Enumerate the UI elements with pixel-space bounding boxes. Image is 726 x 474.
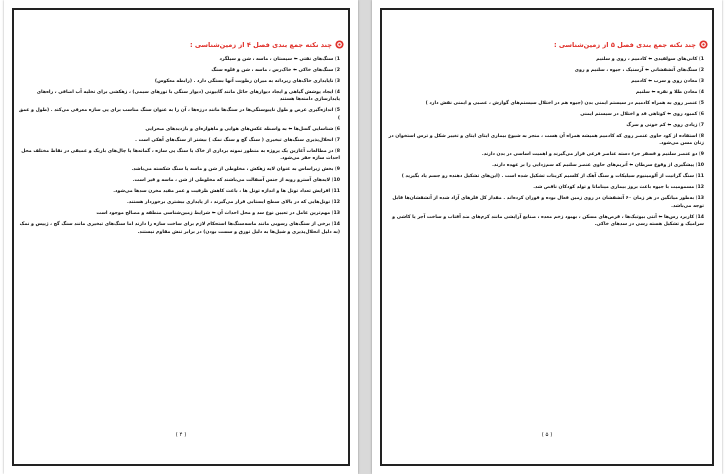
list-item: 9) بخش زیراساس به عنوان لایه زهکش ، مخلوطی از شن و ماسه یا سنگ شکسته می‌باشد. xyxy=(131,167,340,173)
list-item: 4) ایجاد پوشش گیاهی و ایجاد دیوارهای حائل مانند گابیونی (دیوار سنگی با تورهای سیمی) ، زهکشی برای تخلیه آب اضافی ، راه‌های پایدارسازی دامنه‌ها هستند xyxy=(36,90,340,103)
page-number: ( ۵ ) xyxy=(541,432,553,438)
list-item: 7) زیادی روی ⬅ کم خونی و سرگ xyxy=(626,123,704,128)
item-list xyxy=(386,56,708,229)
list-item: 11) سنگ گرانیت از آلومینیوم سیلیکات و سنگ آهک از کلسیم کربنات تشکیل شده است . (این‌های تشکیل دهنده رو جسم یاد بگیرید ) xyxy=(401,174,704,180)
list-item: 6) کمبود روی ⬅ کوتاهی قد و اختلال در سیستم ایمنی xyxy=(580,112,704,117)
list-item: 9) دو عنصر سلنیم و فسفر جزء دسته عناصر فرعی قرار می‌گیرند و اهمیت اساسی در بدن دارند. xyxy=(481,152,704,158)
list-item: 8) استفاده از کود حاوی عنصر روی که کادمیم همیشه همراه آن هست ، منجر به شیوع بیماری ایتای ایتای و تغییر شکل و ترس استخوان در زنان مسن می‌شود. xyxy=(388,134,704,147)
heading-text: چند نکته جمع بندی فصل ۴ از زمین‌شناسی : xyxy=(189,40,332,49)
section-heading xyxy=(18,40,344,49)
list-item: 13) به‌طور میانگین در هر زمان ۶۰ آتشفشان در روی زمین فعال بوده و فوران کرده‌اند . مقدار کل فلزهای آزاد شده از آتشفشان‌ها قابل توجه می‌باشد. xyxy=(392,196,704,209)
list-item: 10) لایه‌های آسترو رویه از جنس آسفالت می‌باشند که مخلوطی از شن ، ماسه و قیر است. xyxy=(132,178,340,184)
list-item: 3) معادن روی و سرب ⬅ کادمیم xyxy=(631,79,704,84)
page-gap xyxy=(358,0,372,474)
list-item: 1) سنگ‌های نفتی ⬅ سیستان ، ماسه ، شن و سیلگرد xyxy=(219,57,340,62)
list-item: 13) مهم‌ترین عامل در تعیین نوع سد و محل احداث آن ⬅ شرایط زمین‌شناسی منطقه و مصالح موجود است xyxy=(96,211,340,217)
list-item: 14) کاربرد رس‌ها ⬅ آنتی بیوتیک‌ها ، قرص‌های مسکن ، بهبود زخم معده ، صنایع آرایشی مانند کرم‌های ضد آفتاب و ساخت آجر یا کاشی و سرامیک و تشکیل هسته رسی در سدهای خاکی. xyxy=(392,214,704,228)
gear-flower-icon xyxy=(335,40,344,49)
list-item: 4) معادن طلا و نقره ⬅ سلنیم xyxy=(635,90,704,95)
list-item: 8) در مطالعات آغازین یک پروژه به منظور نمونه برداری از خاک یا سنگ پی سازه ، گمانه‌ها یا چال‌های باریک و عمیقی در نقاط مختلف محل احداث سازه حفر می‌شود. xyxy=(21,148,340,162)
page-number: ( ۴ ) xyxy=(175,432,187,438)
list-item: 12) مسمومیت با جیوه باعث بروز بیماری میناماتا و تولد کودکان ناقص شد. xyxy=(533,185,704,191)
list-item: 1) کانی‌های سولفیدی ⬅ کادمیم ، روی و سلنیم xyxy=(596,57,704,62)
list-item: 3) ناپایداری خاک‌های ریزدانه به میزان رطوبت آنها بستگی دارد . (رابطه معکوس) xyxy=(154,79,340,84)
page-5 xyxy=(372,0,722,474)
page-content xyxy=(386,40,708,232)
list-item: 12) تونل‌هایی که در بالای سطح ایستابی قرار می‌گیرند ، از پایداری بیشتری برخوردار هستند. xyxy=(126,200,340,206)
page-4 xyxy=(4,0,358,474)
list-item: 7) انحلال‌پذیری سنگ‌های تبخیری ( سنگ گچ و سنگ نمک ) بیشتر از سنگ‌های آهکی است . xyxy=(135,137,340,143)
gear-flower-icon xyxy=(699,40,708,49)
list-item: 2) سنگ‌های خاکی ⬅ خاک‌رس ، ماسه ، شن و قلوه سنگ xyxy=(211,68,340,73)
heading-text: چند نکته جمع بندی فصل ۵ از زمین‌شناسی : xyxy=(553,40,696,49)
section-heading xyxy=(386,40,708,49)
item-list xyxy=(18,56,344,236)
list-item: 14) برخی از سنگ‌های رسوبی مانند ماسه‌سنگ‌ها استحکام لازم برای ساخت سازه را دارند اما سنگ‌های تبخیری مانند سنگ گچ ، ژیپس و نمک (به دلیل انحلال‌پذیری و شیل‌ها به دلیل تورق و سست بودن) در برابر تنش مقاوم نیستند. xyxy=(19,222,340,235)
list-item: 10) پیشگیری از وقوع سرطان ⬅ آنزیم‌های حاوی عنصر سلنیم که سم‌زدایی را بر عهده دارند. xyxy=(492,163,704,169)
list-item: 2) سنگ‌های آتشفشانی ⬅ آرسنیک ، جیوه ، سلنیم و روی xyxy=(574,68,704,73)
list-item: 5) عنصر روی به همراه کادمیم در سیستم ایمنی بدن (جیوه هم در اختلال سیستم‌های گوارش ، عصبی و ایمنی نقش دارد ) xyxy=(425,101,704,106)
list-item: 11) افزایش تعداد تونل ها و اندازه تونل ها ، باعث کاهش ظرفیت و عمر مفید مخزن سدها می‌شود. xyxy=(113,189,340,195)
page-content xyxy=(18,40,344,240)
list-item: 6) شناسایی گسل‌ها ⬅ به واسطه عکس‌های هوایی و ماهواره‌ای و بازدیدهای صحرایی xyxy=(145,126,340,132)
list-item: 5) اندازه‌گیری عرض و طول ناپیوستگی‌ها در سنگ‌ها مانند درزه‌ها ، آن را به عنوان سنگ مناسب برای پی سازه معرفی می‌کند . (طول و عمق ) xyxy=(18,108,340,121)
